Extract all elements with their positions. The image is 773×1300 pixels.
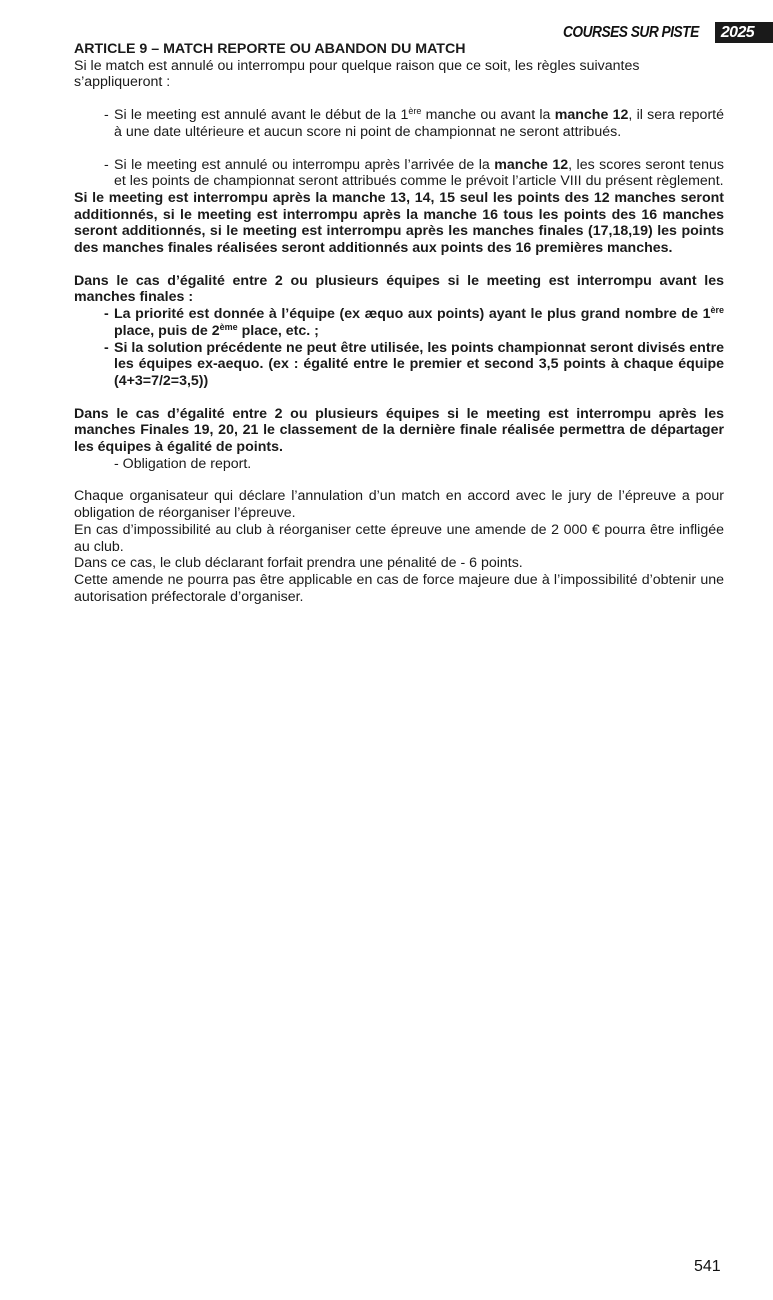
- list-dash: -: [104, 339, 109, 356]
- interruption-rule: Si le meeting est interrompu après la manche 13, 14, 15 seul les points des 12 manches seront additionnés, si le meeting est interrompu après la manche 16 tous les points des 16 manches seront additionnés, si le meeting est interrompu après les manches finales (17,18,19) les points des manches finales réalisées seront additionnés aux points des 16 premières manches.: [74, 189, 724, 257]
- list-dash: -: [104, 156, 109, 173]
- article-intro: Si le match est annulé ou interrompu pour quelque raison que ce soit, les règles suivantes s’appliqueront :: [74, 57, 640, 91]
- section-year-badge: 2025: [715, 22, 773, 43]
- list-item-text: Si la solution précédente ne peut être utilisée, les points championnat seront divisés entre les équipes ex-aequo. (ex : égalité entre le premier et second 3,5 points à chaque équipe (4+3=7/2=3,5)): [114, 339, 724, 389]
- closing-paragraph-3: Dans ce cas, le club déclarant forfait prendra une pénalité de - 6 points.: [74, 555, 523, 572]
- obligation-note: - Obligation de report.: [114, 455, 252, 472]
- list-item-cancel-before: [104, 107, 724, 140]
- article-heading: ARTICLE 9 – MATCH REPORTE OU ABANDON DU MATCH: [74, 41, 466, 57]
- closing-paragraph-2: En cas d’impossibilité au club à réorganiser cette épreuve une amende de 2 000 € pourra être infligée au club.: [74, 521, 724, 555]
- list-item-text: Si le meeting est annulé ou interrompu après l’arrivée de la manche 12, les scores seront tenus et les points de championnat seront attribués comme le prévoit l’article VIII du présent règlement.: [114, 156, 724, 190]
- list-dash: -: [104, 107, 109, 124]
- closing-paragraph-1: Chaque organisateur qui déclare l’annulation d’un match en accord avec le jury de l’épreuve a pour obligation de réorganiser l’épreuve.: [74, 488, 724, 522]
- list-item-text: La priorité est donnée à l’équipe (ex æquo aux points) ayant le plus grand nombre de 1ère place, puis de 2ème place, etc. ;: [114, 305, 724, 339]
- list-item-priority: [104, 306, 724, 339]
- section-header: [563, 22, 773, 43]
- section-title: COURSES SUR PISTE: [563, 23, 699, 41]
- list-item-text: Si le meeting est annulé avant le début de la 1ère manche ou avant la manche 12, il sera reporté à une date ultérieure et aucun score ni point de championnat ne seront attribués.: [114, 106, 725, 140]
- article-body: [74, 41, 724, 605]
- tie-heading-before-finals: Dans le cas d’égalité entre 2 ou plusieurs équipes si le meeting est interrompu avant les manches finales :: [74, 272, 724, 306]
- closing-paragraph-4: Cette amende ne pourra pas être applicable en cas de force majeure due à l’impossibilité d’obtenir une autorisation préfectorale d’organiser.: [74, 571, 724, 605]
- page-number: 541: [694, 1258, 721, 1275]
- tie-heading-after-finals: Dans le cas d’égalité entre 2 ou plusieurs équipes si le meeting est interrompu après les manches Finales 19, 20, 21 le classement de la dernière finale réalisée permettra de départager les équipes à égalité de points.: [74, 405, 724, 456]
- list-item-cancel-after: [104, 157, 724, 190]
- list-item-split-points: [104, 340, 724, 390]
- list-dash: -: [104, 306, 109, 323]
